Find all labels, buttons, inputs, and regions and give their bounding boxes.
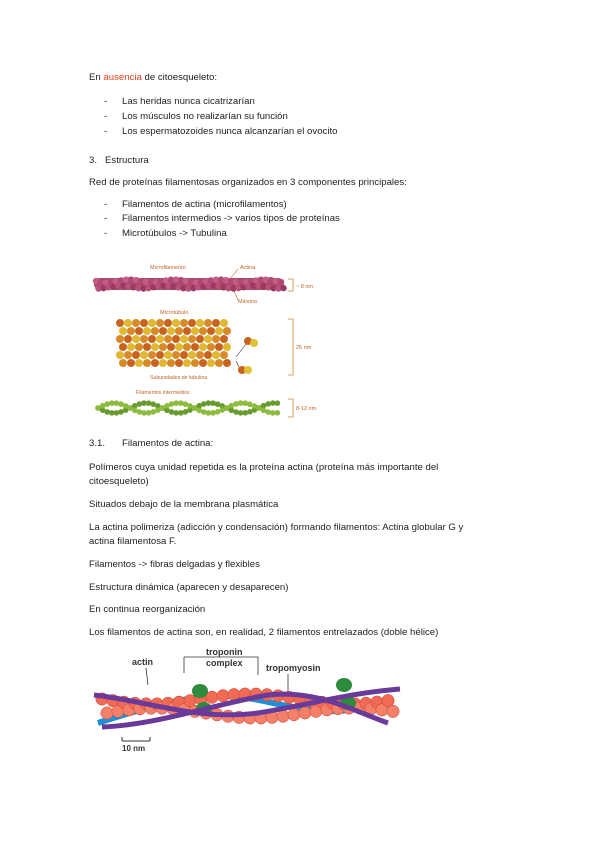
paragraph: Filamentos -> fibras delgadas y flexibles [89, 559, 260, 570]
intro-bullet-1: Las heridas nunca cicatrizarían [122, 96, 255, 107]
intro-bullet-2: Los músculos no realizarían su función [122, 111, 288, 122]
size-label-2: 25 nm [296, 345, 312, 351]
intro-bullet-3: Los espermatozoides nunca alcanzarían el ovocito [122, 126, 338, 137]
actin-filament-figure [88, 643, 408, 755]
paragraph: Polímeros cuya unidad repetida es la proteína actina (proteína más importante del citoesqueleto) [89, 462, 439, 487]
subunidades-label: Subunidades de tubulina [150, 375, 208, 381]
actin-filament-drawing [94, 678, 400, 727]
section31-title: Filamentos de actina: [122, 438, 214, 449]
intro-suffix: de citoesqueleto: [141, 72, 218, 83]
section31-number: 3.1. [89, 438, 106, 449]
bullet-dash: - [104, 199, 108, 210]
bullet-dash: - [104, 111, 108, 122]
intermediate-filament-drawing [95, 400, 280, 415]
actin-label: actin [132, 657, 154, 667]
bullet-dash: - [104, 228, 108, 239]
microtubulo-label: Microtúbulo [160, 310, 189, 316]
section3-intro: Red de proteínas filamentosas organizados en 3 componentes principales: [89, 177, 407, 188]
paragraph: Estructura dinámica (aparecen y desaparecen) [89, 582, 289, 593]
bullet-dash: - [104, 213, 108, 224]
section3-bullet-3: Microtúbulos -> Tubulina [122, 228, 227, 239]
intermedios-label: Filamentos intermedios [136, 390, 190, 396]
cytoskeleton-figure [88, 257, 328, 420]
microfilament-label: Microfilamento [150, 265, 186, 271]
section3-bullet-2: Filamentos intermedios -> varios tipos de proteínas [122, 213, 340, 224]
intro-highlight: ausencia [103, 72, 142, 83]
intro-prefix: En [89, 72, 104, 83]
tropomyosin-label: tropomyosin [266, 663, 321, 673]
microfilament-drawing [93, 276, 287, 291]
section3-title: Estructura [105, 155, 149, 166]
scale-label: 10 nm [122, 744, 146, 753]
paragraph: La actina polimeriza (adicción y condensación) formando filamentos: Actina globular G y actina filamentosa F. [89, 522, 464, 547]
intro-line [89, 72, 217, 84]
section3-bullet-1: Filamentos de actina (microfilamentos) [122, 199, 287, 210]
size-label-1: ~ 8 nm [296, 284, 313, 290]
paragraph: Situados debajo de la membrana plasmática [89, 499, 279, 510]
microtubule-drawing [116, 319, 231, 367]
bullet-dash: - [104, 96, 108, 107]
bullet-dash: - [104, 126, 108, 137]
size-label-3: 8-12 nm [296, 406, 317, 412]
troponin-label-1: troponin [206, 647, 243, 657]
miosina-label: Miosina [238, 299, 257, 305]
paragraph: En continua reorganización [89, 604, 206, 615]
section3-number: 3. [89, 155, 98, 166]
actina-label: Actina [240, 265, 256, 271]
paragraph: Los filamentos de actina son, en realidad, 2 filamentos entrelazados (doble hélice) [89, 627, 439, 638]
troponin-label-2: complex [206, 658, 243, 668]
